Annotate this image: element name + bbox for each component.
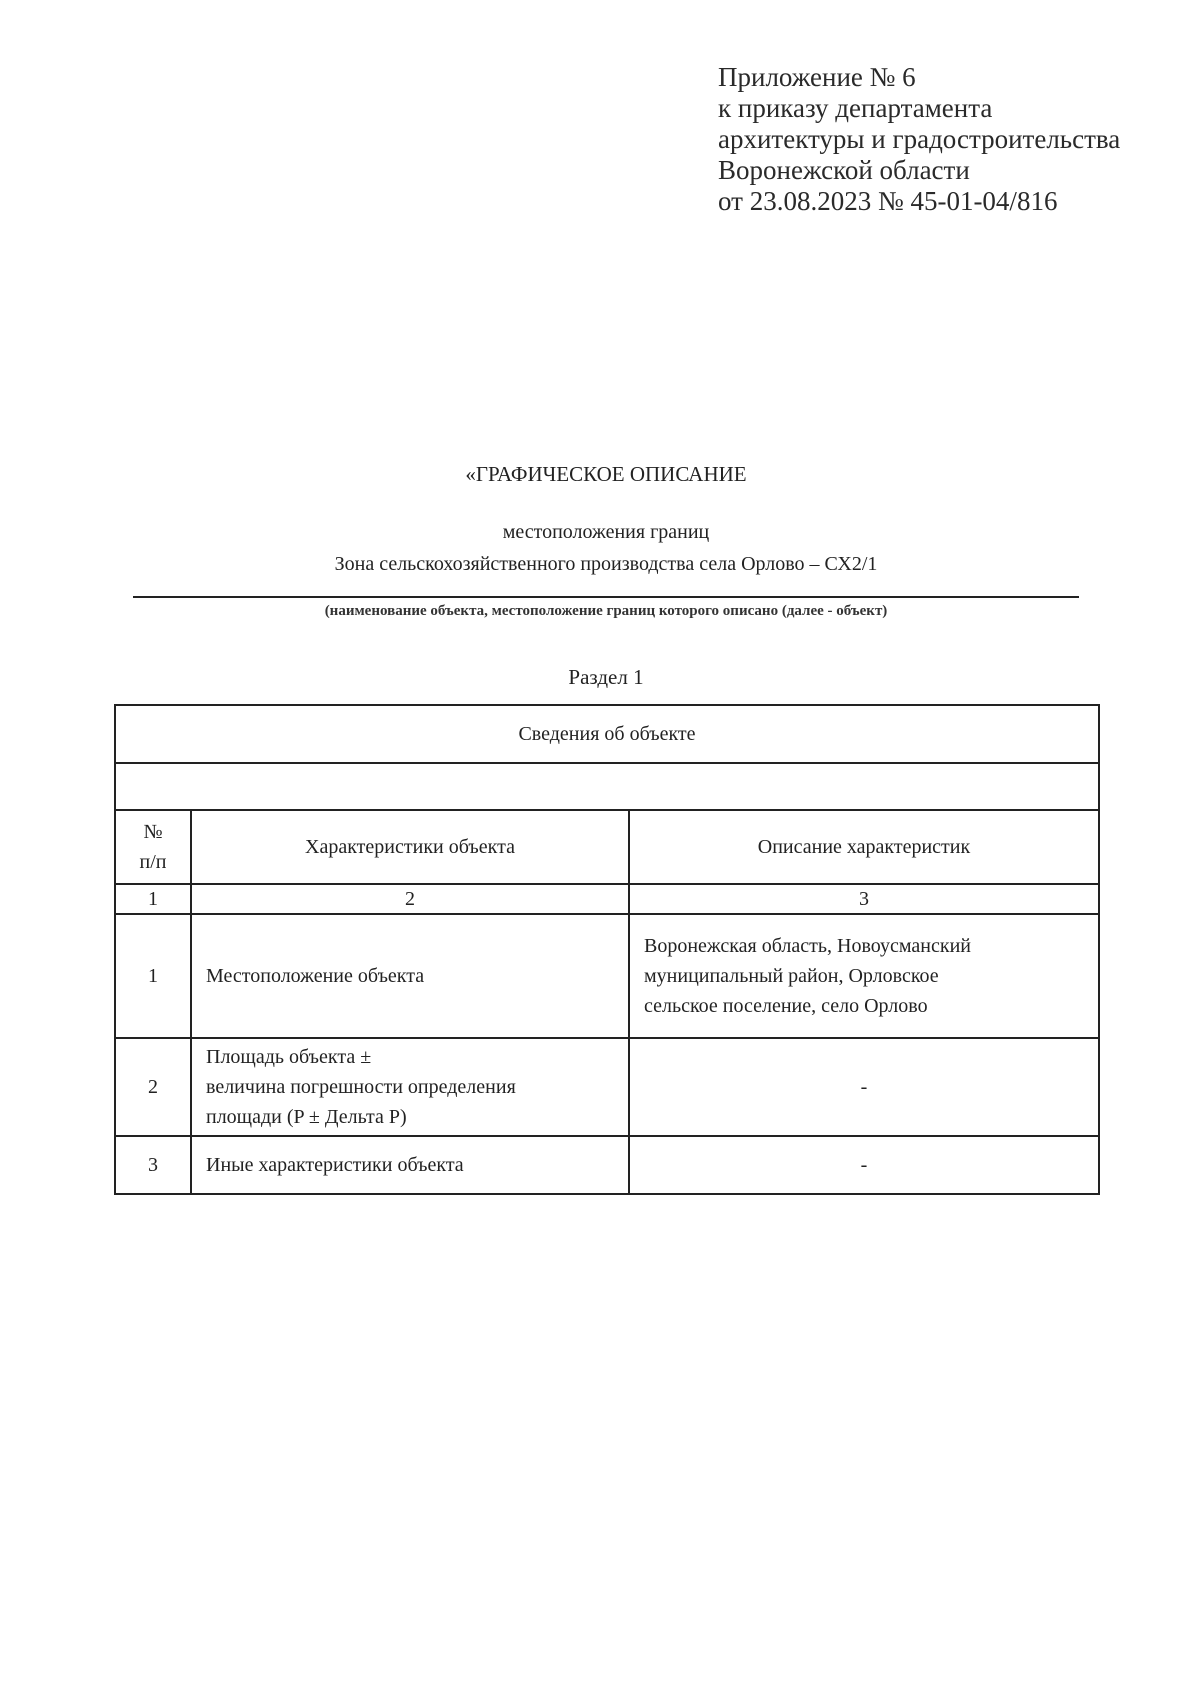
description-cell [629,914,1099,1038]
characteristic-line: Иные характеристики объекта [206,1153,464,1176]
column-index: 3 [629,884,1099,914]
appendix-line: Воронежской области [718,155,970,185]
table-blank-row [115,763,1099,810]
blank-cell [115,763,1099,810]
table-row [115,914,1099,1038]
description-line: Воронежская область, Новоусманский [644,935,971,957]
characteristic-cell [191,1038,629,1136]
column-index: 1 [115,884,191,914]
description-line: сельское поселение, село Орлово [644,995,928,1017]
characteristic-line: Местоположение объекта [206,965,425,987]
characteristic-cell [191,1136,629,1194]
row-number: 1 [115,914,191,1038]
document-title: «ГРАФИЧЕСКОЕ ОПИСАНИЕ [465,462,747,486]
table-row [115,1038,1099,1136]
appendix-line: к приказу департамента [718,93,993,123]
num-header-line: № [143,821,163,843]
characteristic-line: величина погрешности определения [206,1076,516,1098]
table-row [115,1136,1099,1194]
characteristic-cell [191,914,629,1038]
row-number: 3 [115,1136,191,1194]
column-index: 2 [191,884,629,914]
appendix-line: архитектуры и градостроительства [718,124,1121,154]
appendix-line: от 23.08.2023 № 45-01-04/816 [718,186,1058,216]
characteristic-line: площади (P ± Дельта P) [206,1106,407,1128]
table-header: Сведения об объекте [115,705,1099,763]
column-header-row [115,810,1099,884]
description-column-header: Описание характеристик [629,810,1099,884]
object-caption: (наименование объекта, местоположение границ которого описано (далее - объект) [324,603,888,619]
divider-rule [133,596,1079,598]
document-subtitle: местоположения границ [502,521,710,543]
appendix-line: Приложение № 6 [718,62,916,92]
section-heading: Раздел 1 [568,665,644,689]
num-column-header [115,810,191,884]
table-header-row [115,705,1099,763]
appendix-block [718,62,1120,217]
description-cell: - [629,1038,1099,1136]
description-cell: - [629,1136,1099,1194]
object-name: Зона сельскохозяйственного производства села Орлово – СХ2/1 [334,553,878,575]
row-number: 2 [115,1038,191,1136]
characteristics-column-header: Характеристики объекта [191,810,629,884]
characteristic-line: Площадь объекта ± [206,1046,372,1068]
column-index-row [115,884,1099,914]
description-line: муниципальный район, Орловское [644,965,939,987]
num-header-line: п/п [139,851,167,873]
object-info-table [114,704,1100,1195]
